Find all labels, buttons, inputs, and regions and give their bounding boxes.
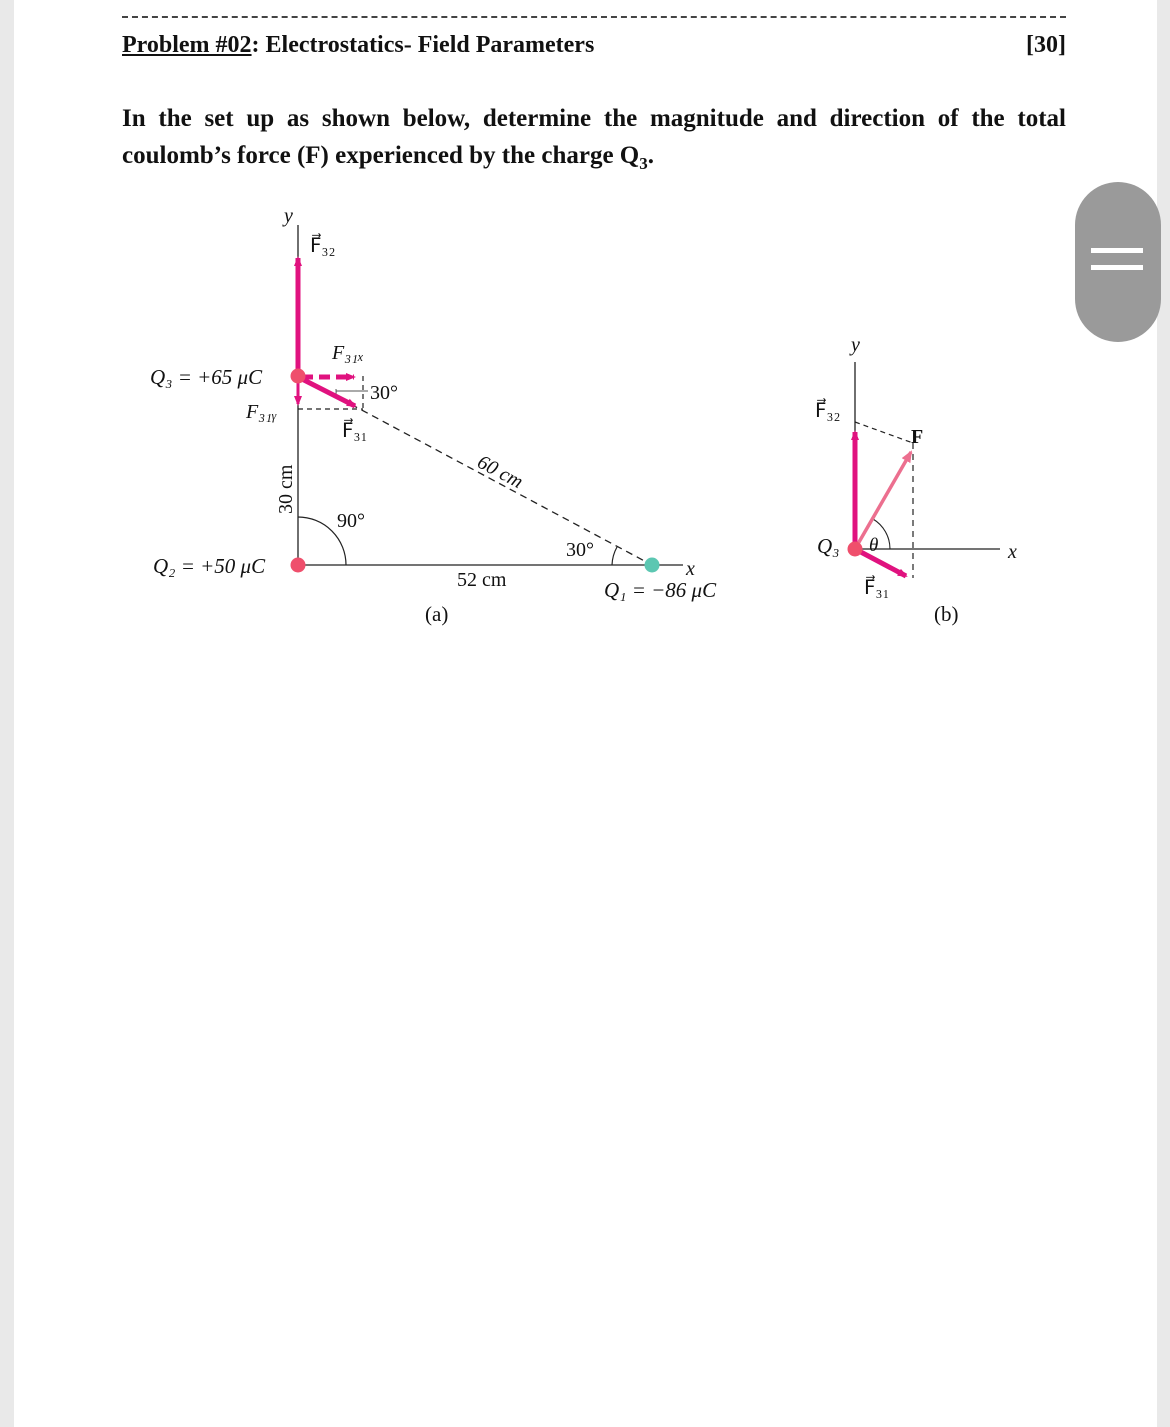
fig-a-q1-label: Q₁ = −86 μC (604, 578, 717, 602)
question-end: . (647, 142, 654, 169)
problem-number: Problem #02 (122, 32, 252, 58)
fig-b-f31-label: F⃗₃₁ (864, 577, 890, 599)
fig-b-q3-label: Q₃ (817, 534, 840, 558)
fig-a-angle-30-top: 30° (370, 382, 398, 404)
fig-b-f31-vector (857, 550, 906, 576)
fig-b-f32-label: F⃗₃₂ (815, 400, 841, 422)
problem-topic: : Electrostatics- Field Parameters (251, 32, 595, 58)
fig-b-resultant-vector (855, 452, 911, 549)
charge-q1 (645, 558, 660, 573)
fig-a-q2-label: Q₂ = +50 μC (153, 554, 266, 578)
charge-q3 (291, 369, 306, 384)
fig-a-x-label: x (686, 558, 695, 580)
fig-b-y-label: y (851, 334, 860, 356)
fig-a-30-arc (612, 547, 617, 565)
question-body: In the set up as shown below, determine the magnitude and direction of the total coulomb’s force (F) experienced by the charge Q (122, 105, 1066, 169)
fig-a-f31-label: F⃗₃₁ (342, 420, 368, 442)
fig-b-x-label: x (1008, 541, 1017, 563)
fig-a-f32-label: F⃗₃₂ (310, 235, 336, 257)
fig-b-theta-label: θ (869, 535, 879, 556)
figure-b (815, 334, 1017, 626)
fig-a-angle-30-right: 30° (566, 539, 594, 561)
fig-a-q3-label: Q₃ = +65 μC (150, 365, 263, 389)
f31-vector (300, 378, 355, 406)
fig-a-angle-90: 90° (337, 510, 365, 532)
figure-a (150, 205, 717, 626)
fig-b-f-label: F⃗ (911, 426, 939, 448)
charge-q2 (291, 558, 306, 573)
problem-marks: [30] (1026, 32, 1066, 58)
fig-a-hyp-label: 60 cm (473, 450, 527, 494)
fig-a-y-label: y (284, 205, 293, 227)
fig-b-parallelogram-top (855, 422, 913, 443)
fig-a-f31y-label: F₃₁ᵧ (246, 401, 277, 423)
fig-a-f31x-label: F₃₁ₓ (332, 342, 364, 364)
fig-b-charge-q3 (848, 542, 863, 557)
fig-a-side-label: 30 cm (275, 464, 297, 514)
fig-b-caption: (b) (934, 602, 959, 626)
question-subscript: 3 (639, 154, 648, 173)
fig-a-caption: (a) (425, 602, 449, 626)
fig-a-base-label: 52 cm (457, 569, 507, 591)
